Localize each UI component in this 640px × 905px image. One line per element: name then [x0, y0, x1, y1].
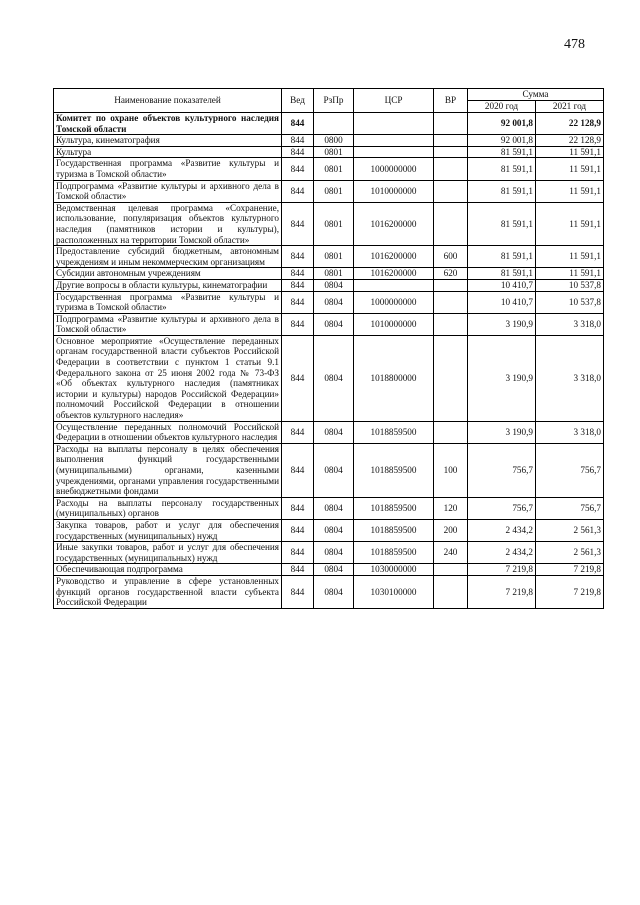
- table-row: [54, 268, 604, 280]
- cell-y2021: 756,7: [536, 443, 604, 497]
- cell-ved: 844: [282, 443, 314, 497]
- cell-csr: 1016200000: [354, 246, 434, 268]
- cell-ved: 844: [282, 575, 314, 608]
- table-row: [54, 443, 604, 497]
- cell-csr: 1018800000: [354, 335, 434, 421]
- cell-rzpr: 0804: [314, 575, 354, 608]
- cell-csr: 1018859500: [354, 542, 434, 564]
- cell-rzpr: 0804: [314, 564, 354, 576]
- cell-rzpr: 0804: [314, 443, 354, 497]
- cell-vr: 240: [434, 542, 468, 564]
- cell-rzpr: 0801: [314, 202, 354, 245]
- cell-csr: 1000000000: [354, 291, 434, 313]
- cell-rzpr: [314, 113, 354, 135]
- cell-ved: 844: [282, 146, 314, 158]
- header-csr: ЦСР: [354, 89, 434, 113]
- cell-y2020: 10 410,7: [468, 279, 536, 291]
- cell-name: Подпрограмма «Развитие культуры и архивного дела в Томской области»: [54, 313, 282, 335]
- cell-rzpr: 0804: [314, 335, 354, 421]
- cell-ved: 844: [282, 158, 314, 180]
- cell-y2021: 3 318,0: [536, 313, 604, 335]
- cell-y2020: 7 219,8: [468, 575, 536, 608]
- cell-csr: 1030000000: [354, 564, 434, 576]
- table-row: [54, 279, 604, 291]
- cell-name: Государственная программа «Развитие культуры и туризма в Томской области»: [54, 291, 282, 313]
- cell-name: Государственная программа «Развитие культуры и туризма в Томской области»: [54, 158, 282, 180]
- cell-vr: [434, 279, 468, 291]
- cell-vr: 120: [434, 497, 468, 519]
- cell-ved: 844: [282, 291, 314, 313]
- page-number: 478: [564, 37, 585, 52]
- table-row: [54, 421, 604, 443]
- cell-csr: [354, 113, 434, 135]
- cell-vr: [434, 113, 468, 135]
- cell-y2021: 7 219,8: [536, 564, 604, 576]
- cell-rzpr: 0804: [314, 421, 354, 443]
- cell-rzpr: 0801: [314, 146, 354, 158]
- cell-y2020: 81 591,1: [468, 246, 536, 268]
- cell-rzpr: 0804: [314, 279, 354, 291]
- cell-vr: 200: [434, 519, 468, 541]
- cell-vr: [434, 202, 468, 245]
- cell-ved: 844: [282, 268, 314, 280]
- budget-table: [53, 88, 604, 609]
- cell-csr: 1010000000: [354, 180, 434, 202]
- cell-vr: 620: [434, 268, 468, 280]
- cell-y2020: 92 001,8: [468, 135, 536, 147]
- cell-y2021: 756,7: [536, 497, 604, 519]
- cell-rzpr: 0804: [314, 542, 354, 564]
- cell-y2020: 3 190,9: [468, 335, 536, 421]
- cell-y2021: 11 591,1: [536, 246, 604, 268]
- header-sum: Сумма: [468, 89, 604, 101]
- cell-vr: [434, 575, 468, 608]
- cell-y2021: 7 219,8: [536, 575, 604, 608]
- cell-csr: 1018859500: [354, 519, 434, 541]
- cell-y2021: 11 591,1: [536, 268, 604, 280]
- cell-y2020: 2 434,2: [468, 542, 536, 564]
- cell-csr: 1010000000: [354, 313, 434, 335]
- table-row: [54, 202, 604, 245]
- cell-vr: 100: [434, 443, 468, 497]
- cell-y2020: 3 190,9: [468, 421, 536, 443]
- cell-rzpr: 0801: [314, 268, 354, 280]
- cell-rzpr: 0804: [314, 313, 354, 335]
- cell-ved: 844: [282, 421, 314, 443]
- cell-name: Подпрограмма «Развитие культуры и архивного дела в Томской области»: [54, 180, 282, 202]
- table-row: [54, 146, 604, 158]
- cell-name: Основное мероприятие «Осуществление переданных органам государственной власти субъектов Российской Федерации в соответствии с пунктом 1 статьи 9.1 Федерального закона от 25 июня 2002 года № 73-ФЗ «Об объектах культурного наследия (памятниках истории и культуры) народов Российской Федерации» полномочий Российской Федерации в отношении объектов культурного наследия»: [54, 335, 282, 421]
- cell-y2021: 22 128,9: [536, 113, 604, 135]
- cell-name: Закупка товаров, работ и услуг для обеспечения государственных (муниципальных) нужд: [54, 519, 282, 541]
- table-row: [54, 246, 604, 268]
- cell-rzpr: 0800: [314, 135, 354, 147]
- cell-y2020: 81 591,1: [468, 268, 536, 280]
- cell-y2021: 2 561,3: [536, 542, 604, 564]
- table-row: [54, 564, 604, 576]
- cell-y2020: 756,7: [468, 443, 536, 497]
- table-row: [54, 113, 604, 135]
- cell-ved: 844: [282, 519, 314, 541]
- cell-ved: 844: [282, 542, 314, 564]
- table-row: [54, 542, 604, 564]
- cell-vr: [434, 421, 468, 443]
- table-row: [54, 313, 604, 335]
- cell-y2020: 10 410,7: [468, 291, 536, 313]
- cell-csr: 1018859500: [354, 421, 434, 443]
- cell-name: Руководство и управление в сфере установленных функций органов государственной власти субъекта Российской Федерации: [54, 575, 282, 608]
- cell-name: Субсидии автономным учреждениям: [54, 268, 282, 280]
- cell-rzpr: 0804: [314, 519, 354, 541]
- table-row: [54, 291, 604, 313]
- cell-y2020: 81 591,1: [468, 146, 536, 158]
- cell-y2021: 3 318,0: [536, 421, 604, 443]
- cell-vr: [434, 146, 468, 158]
- cell-y2020: 3 190,9: [468, 313, 536, 335]
- cell-ved: 844: [282, 335, 314, 421]
- cell-vr: [434, 158, 468, 180]
- cell-y2020: 756,7: [468, 497, 536, 519]
- cell-csr: 1018859500: [354, 443, 434, 497]
- cell-ved: 844: [282, 564, 314, 576]
- cell-y2021: 11 591,1: [536, 180, 604, 202]
- table-row: [54, 180, 604, 202]
- cell-ved: 844: [282, 135, 314, 147]
- cell-ved: 844: [282, 246, 314, 268]
- cell-name: Культура: [54, 146, 282, 158]
- header-rzpr: РзПр: [314, 89, 354, 113]
- cell-name: Осуществление переданных полномочий Российской Федерации в отношении объектов культурного наследия: [54, 421, 282, 443]
- table-row: [54, 519, 604, 541]
- table-row: [54, 575, 604, 608]
- cell-name: Предоставление субсидий бюджетным, автономным учреждениям и иным некоммерческим организациям: [54, 246, 282, 268]
- cell-y2021: 10 537,8: [536, 279, 604, 291]
- cell-vr: [434, 564, 468, 576]
- cell-ved: 844: [282, 180, 314, 202]
- cell-vr: [434, 135, 468, 147]
- cell-rzpr: 0801: [314, 158, 354, 180]
- cell-csr: [354, 135, 434, 147]
- cell-name: Культура, кинематография: [54, 135, 282, 147]
- cell-y2021: 3 318,0: [536, 335, 604, 421]
- cell-csr: 1030100000: [354, 575, 434, 608]
- cell-csr: [354, 146, 434, 158]
- cell-rzpr: 0804: [314, 291, 354, 313]
- cell-y2020: 81 591,1: [468, 180, 536, 202]
- cell-ved: 844: [282, 313, 314, 335]
- cell-vr: [434, 335, 468, 421]
- cell-rzpr: 0801: [314, 180, 354, 202]
- table-row: [54, 158, 604, 180]
- cell-y2020: 81 591,1: [468, 158, 536, 180]
- cell-name: Ведомственная целевая программа «Сохранение, использование, популяризация объектов культурного наследия (памятников истории и культуры), расположенных на территории Томской области»: [54, 202, 282, 245]
- cell-y2020: 92 001,8: [468, 113, 536, 135]
- table-row: [54, 497, 604, 519]
- cell-vr: [434, 180, 468, 202]
- cell-vr: [434, 291, 468, 313]
- table-row: [54, 135, 604, 147]
- header-2021: 2021 год: [536, 101, 604, 113]
- table-row: [54, 335, 604, 421]
- cell-name: Комитет по охране объектов культурного наследия Томской области: [54, 113, 282, 135]
- cell-ved: 844: [282, 497, 314, 519]
- header-ved: Вед: [282, 89, 314, 113]
- cell-csr: [354, 279, 434, 291]
- cell-vr: 600: [434, 246, 468, 268]
- cell-csr: 1016200000: [354, 268, 434, 280]
- cell-rzpr: 0801: [314, 246, 354, 268]
- cell-y2021: 11 591,1: [536, 202, 604, 245]
- cell-csr: 1000000000: [354, 158, 434, 180]
- cell-ved: 844: [282, 279, 314, 291]
- cell-y2020: 7 219,8: [468, 564, 536, 576]
- cell-y2021: 22 128,9: [536, 135, 604, 147]
- cell-name: Расходы на выплаты персоналу государственных (муниципальных) органов: [54, 497, 282, 519]
- cell-y2021: 10 537,8: [536, 291, 604, 313]
- cell-y2021: 11 591,1: [536, 158, 604, 180]
- cell-y2021: 11 591,1: [536, 146, 604, 158]
- cell-name: Иные закупки товаров, работ и услуг для обеспечения государственных (муниципальных) нужд: [54, 542, 282, 564]
- cell-csr: 1016200000: [354, 202, 434, 245]
- header-name: Наименование показателей: [54, 89, 282, 113]
- table-body: [54, 113, 604, 609]
- cell-vr: [434, 313, 468, 335]
- cell-ved: 844: [282, 113, 314, 135]
- cell-y2021: 2 561,3: [536, 519, 604, 541]
- cell-name: Обеспечивающая подпрограмма: [54, 564, 282, 576]
- cell-y2020: 81 591,1: [468, 202, 536, 245]
- cell-name: Расходы на выплаты персоналу в целях обеспечения выполнения функций государственными (муниципальными) органами, казенными учреждениями, органами управления государственными внебюджетными фондами: [54, 443, 282, 497]
- header-vr: ВР: [434, 89, 468, 113]
- cell-name: Другие вопросы в области культуры, кинематографии: [54, 279, 282, 291]
- header-2020: 2020 год: [468, 101, 536, 113]
- cell-csr: 1018859500: [354, 497, 434, 519]
- cell-y2020: 2 434,2: [468, 519, 536, 541]
- cell-rzpr: 0804: [314, 497, 354, 519]
- cell-ved: 844: [282, 202, 314, 245]
